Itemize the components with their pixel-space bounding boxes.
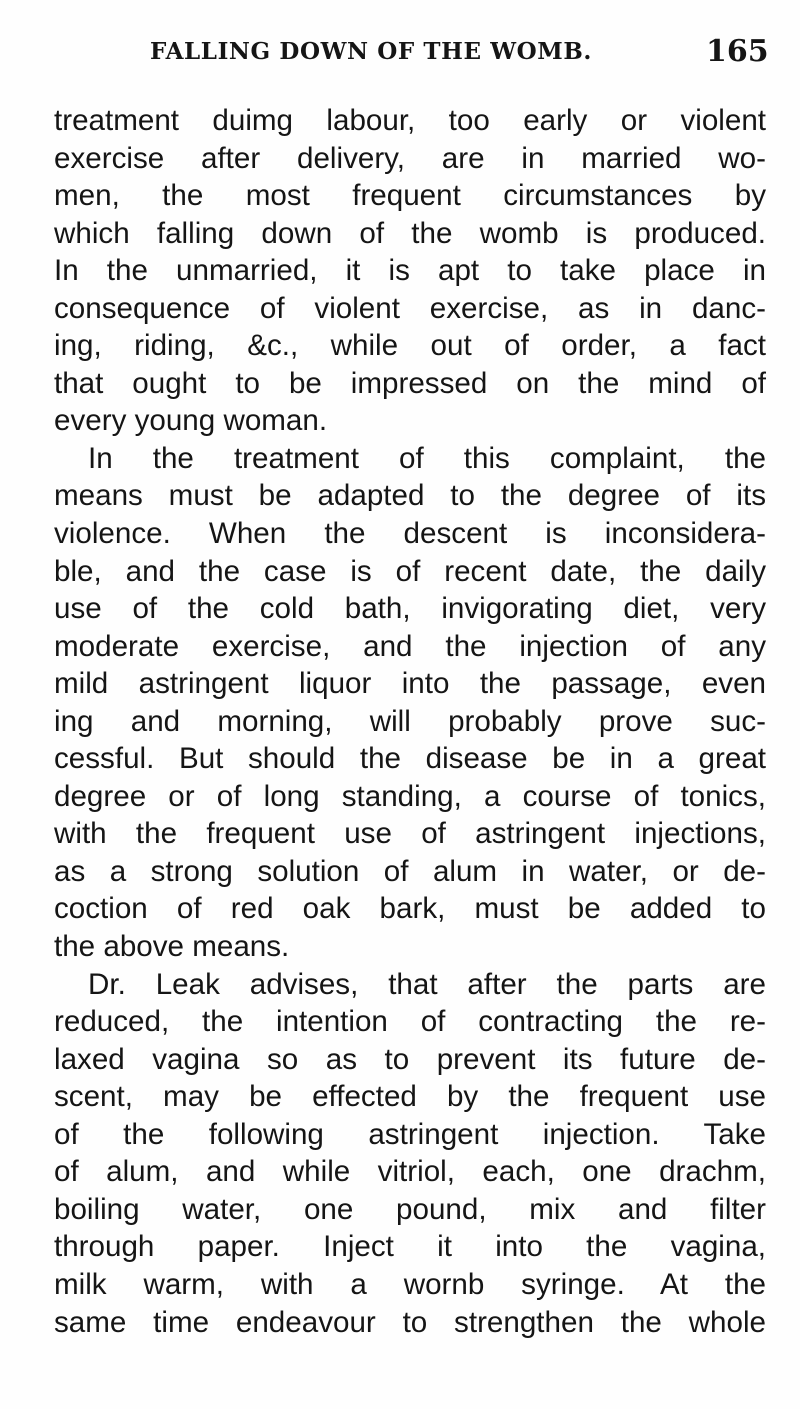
text-line: use of the cold bath, invigorating diet, very bbox=[54, 592, 766, 626]
text-line: ble, and the case is of recent date, the daily bbox=[54, 554, 766, 588]
text-line: milk warm, with a wornb syringe. At the bbox=[54, 1267, 766, 1301]
text-line: means must be adapted to the degree of its bbox=[54, 479, 766, 513]
text-line: cessful. But should the disease be in a great bbox=[54, 742, 766, 776]
text-line: coction of red oak bark, must be added to bbox=[54, 892, 766, 926]
text-line: moderate exercise, and the injection of any bbox=[54, 629, 766, 663]
text-line: with the frequent use of astringent injections, bbox=[54, 817, 766, 851]
text-line: ing and morning, will probably prove suc- bbox=[54, 704, 766, 738]
text-line: of the following astringent injection. Take bbox=[54, 1117, 766, 1151]
text-line: ing, riding, &c., while out of order, a fact bbox=[54, 329, 766, 363]
text-line: violence. When the descent is inconsidera- bbox=[54, 517, 766, 551]
text-line: degree or of long standing, a course of tonics, bbox=[54, 779, 766, 813]
text-line: as a strong solution of alum in water, or de- bbox=[54, 854, 766, 888]
paragraph-start-line: In the treatment of this complaint, the bbox=[88, 441, 766, 475]
text-line: scent, may be effected by the frequent use bbox=[54, 1080, 766, 1114]
paragraph-end-line: the above means. bbox=[54, 930, 290, 964]
text-line: mild astringent liquor into the passage, even bbox=[54, 667, 766, 701]
running-title: FALLING DOWN OF THE WOMB. bbox=[150, 38, 592, 65]
body-text bbox=[54, 102, 766, 1341]
paragraph-end-line: every young woman. bbox=[54, 404, 328, 438]
text-line: of alum, and while vitriol, each, one drachm, bbox=[54, 1155, 766, 1189]
text-line: exercise after delivery, are in married wo- bbox=[54, 141, 766, 175]
text-line: through paper. Inject it into the vagina, bbox=[54, 1230, 766, 1264]
running-head bbox=[0, 34, 800, 74]
text-line: men, the most frequent circumstances by bbox=[54, 179, 766, 213]
text-line: In the unmarried, it is apt to take place in bbox=[54, 254, 766, 288]
text-line: laxed vagina so as to prevent its future de- bbox=[54, 1042, 766, 1076]
text-line: consequence of violent exercise, as in danc- bbox=[54, 291, 766, 325]
text-line: treatment duimg labour, too early or violent bbox=[54, 104, 766, 137]
text-line: that ought to be impressed on the mind of bbox=[54, 366, 766, 400]
text-line: boiling water, one pound, mix and filter bbox=[54, 1192, 766, 1226]
page-number: 165 bbox=[706, 34, 769, 69]
paragraph-start-line: Dr. Leak advises, that after the parts are bbox=[88, 967, 766, 1001]
text-line: reduced, the intention of contracting the re- bbox=[54, 1005, 766, 1039]
text-line: which falling down of the womb is produced. bbox=[54, 216, 766, 250]
text-line: same time endeavour to strengthen the whole bbox=[54, 1305, 766, 1339]
